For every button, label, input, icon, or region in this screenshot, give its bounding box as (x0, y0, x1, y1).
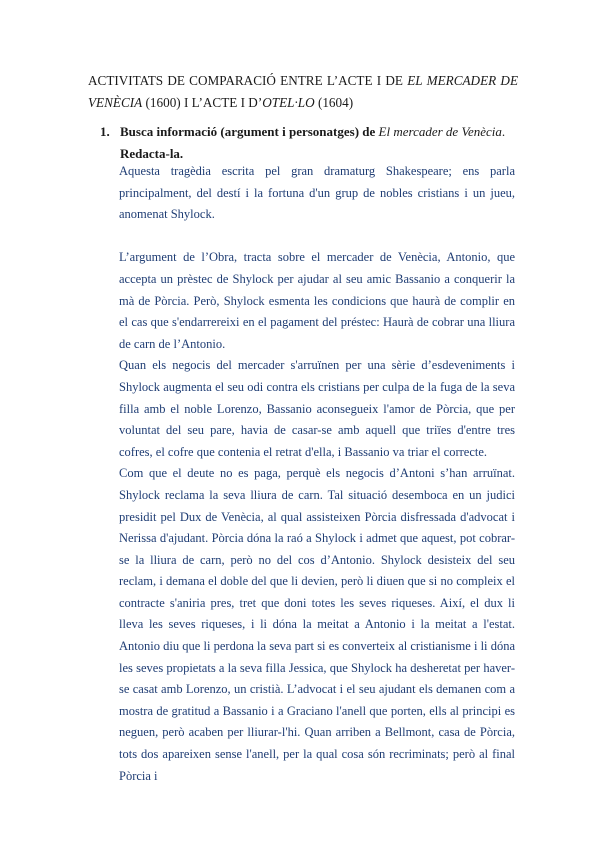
document-title (88, 70, 518, 114)
answer-body (119, 161, 515, 787)
question-work: El mercader de Venècia (378, 124, 502, 139)
question-text (120, 121, 518, 165)
title-work-1: EL MERCADER DE VENÈCIA (88, 73, 519, 110)
title-part-2: (1600) I L’ACTE I D’ (142, 95, 263, 110)
answer-paragraph: Aquesta tragèdia escrita pel gran dramaturg Shakespeare; ens parla principalment, del destí i la fortuna d'un grup de nobles cristians i un jueu, anomenat Shylock. (119, 164, 515, 222)
question-prompt: Busca informació (argument i personatges) de (120, 124, 379, 139)
question-prompt-2: Redacta-la. (120, 146, 184, 161)
title-work-2: OTEL·LO (262, 95, 315, 110)
question-number: 1. (100, 124, 110, 139)
title-part-3: (1604) (314, 95, 354, 110)
question-period: . (501, 124, 506, 139)
title-part-1: ACTIVITATS DE COMPARACIÓ ENTRE L’ACTE I DE (88, 73, 408, 88)
answer-paragraph: Quan els negocis del mercader s'arruïnen per una sèrie d’esdeveniments i Shylock augmenta el seu odi contra els cristians per culpa de la fuga de la seva filla amb el noble Lorenzo, Bassanio aconsegueix l'amor de Pòrcia, que per voluntat del seu pare, havia de casar-se amb aquell que triïes d'entre tres cofres, el cofre que contenia el retrat d'ella, i Bassanio va triar el correcte. (119, 358, 515, 459)
answer-paragraph: L’argument de l’Obra, tracta sobre el mercader de Venècia, Antonio, que accepta un prèstec de Shylock per ajudar al seu amic Bassanio a conquerir la mà de Pòrcia. Però, Shylock esmenta les condicions que haurà de complir en el cas que s'endarrereixi en el pagament del préstec: Haurà de cobrar una lliura de carn de l’Antonio. (119, 250, 515, 351)
answer-paragraph: Com que el deute no es paga, perquè els negocis d’Antoni s’han arruïnat. Shylock reclama la seva lliura de carn. Tal situació desemboca en un judici presidit pel Dux de Venècia, al qual assisteixen Pòrcia disfressada d'advocat i Nerissa d'ajudant. Pòrcia dóna la raó a Shylock i admet que aquest, pot cobrar-se la lliura de carn, però no del cos d’Antonio. Shylock desisteix del seu reclam, i demana el doble del que li devien, però li diuen que si no compleix el contracte s'aniria pres, tret que doni totes les seves riqueses. Així, el dux li lleva les seves riqueses, i li dóna la meitat a Antonio i la meitat a l'estat. Antonio diu que li perdona la seva part si es converteix al cristianisme i li dóna les seves propietats a la seva filla Jessica, que Shylock ha desheretat per haver-se casat amb Lorenzo, un cristià. L’advocat i el seu ajudant els demanen com a mostra de gratitud a Bassanio i a Graciano l'anell que porten, ells al principi es neguen, però acaben per lliurar-l'hi. Quan arriben a Bellmont, casa de Pòrcia, tots dos apareixen sense l'anell, per la qual cosa són recriminats; però al final Pòrcia i (119, 466, 515, 783)
